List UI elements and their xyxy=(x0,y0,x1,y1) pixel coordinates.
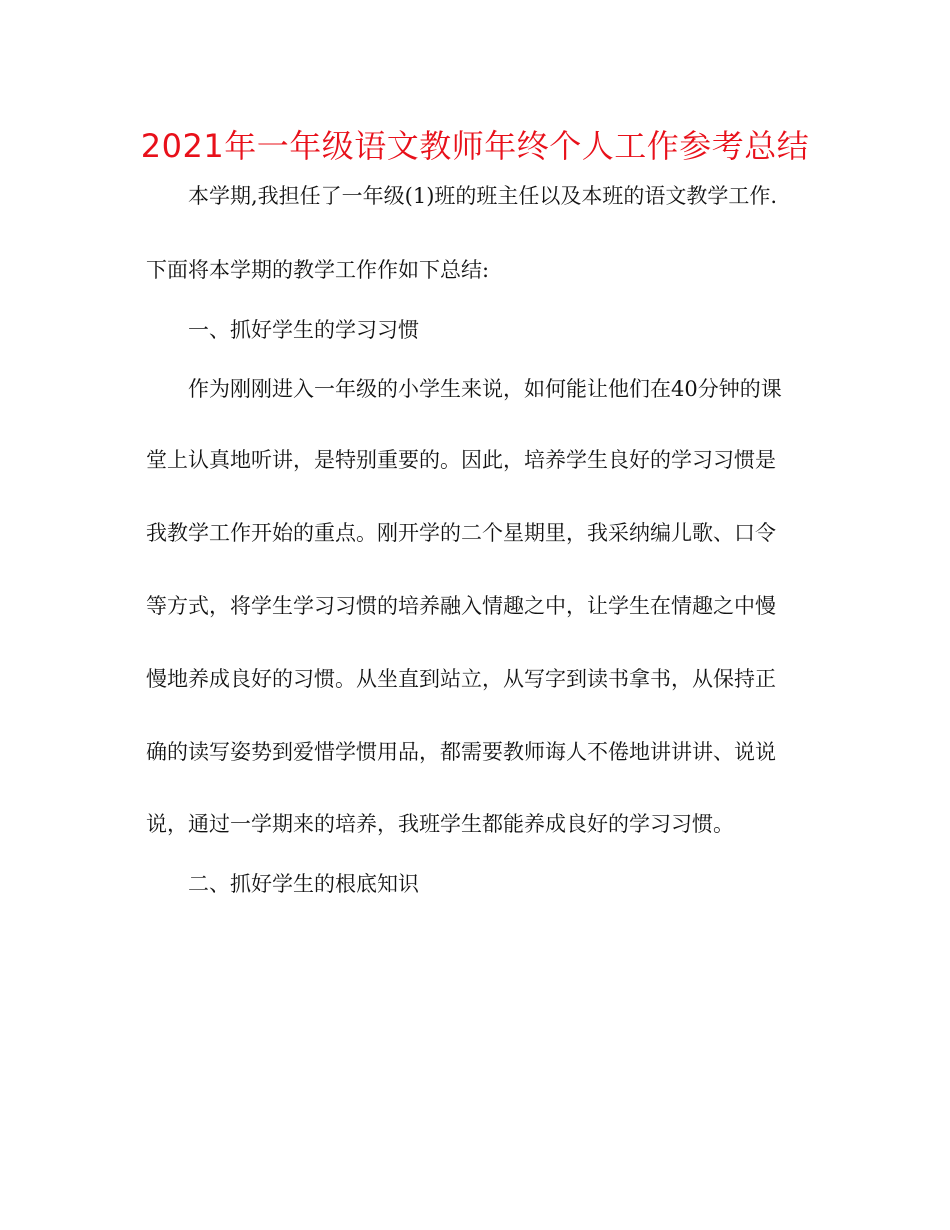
section-heading: 二、抓好学生的根底知识 xyxy=(188,872,419,896)
paragraph-line: 本学期,我担任了一年级(1)班的班主任以及本班的语文教学工作. xyxy=(188,184,778,208)
paragraph-line: 说，通过一学期来的培养，我班学生都能养成良好的学习习惯。 xyxy=(146,812,734,836)
paragraph-line: 等方式，将学生学习习惯的培养融入情趣之中，让学生在情趣之中慢 xyxy=(146,594,776,618)
paragraph-line: 下面将本学期的教学工作作如下总结: xyxy=(146,258,490,282)
paragraph-line: 作为刚刚进入一年级的小学生来说，如何能让他们在40分钟的课 xyxy=(188,377,782,401)
paragraph-line: 我教学工作开始的重点。刚开学的二个星期里，我采纳编儿歌、口令 xyxy=(146,521,776,545)
paragraph-line: 确的读写姿势到爱惜学惯用品，都需要教师诲人不倦地讲讲讲、说说 xyxy=(146,740,776,764)
section-heading: 一、抓好学生的学习习惯 xyxy=(188,318,419,342)
paragraph-line: 慢地养成良好的习惯。从坐直到站立，从写字到读书拿书，从保持正 xyxy=(146,667,776,691)
paragraph-line: 堂上认真地听讲，是特别重要的。因此，培养学生良好的学习习惯是 xyxy=(146,448,776,472)
document-title: 2021年一年级语文教师年终个人工作参考总结 xyxy=(140,127,810,165)
